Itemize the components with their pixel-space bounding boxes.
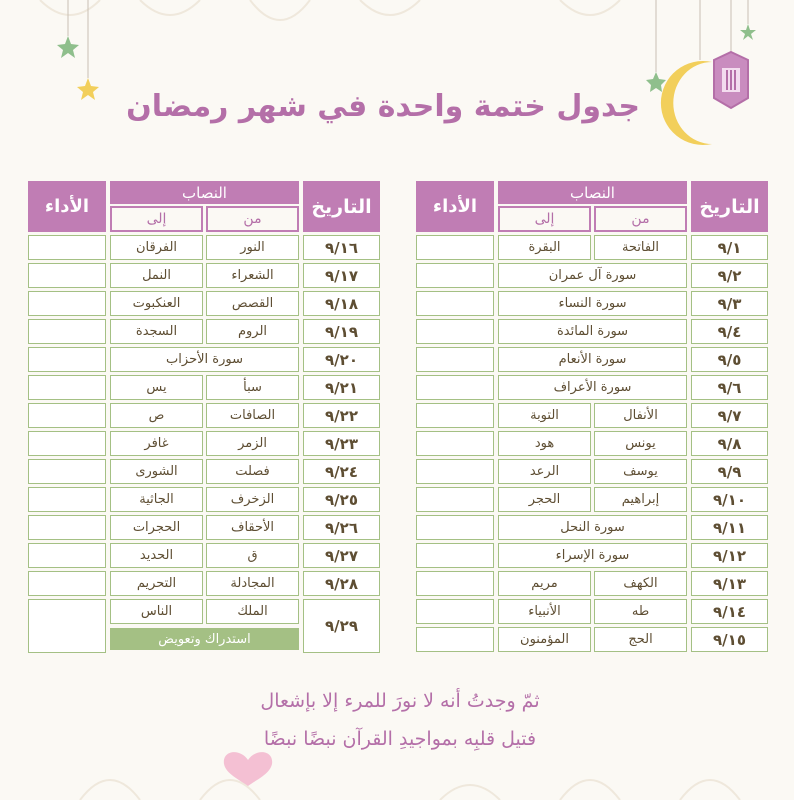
from-cell: المجادلة bbox=[206, 571, 299, 596]
table-row bbox=[416, 459, 768, 484]
date-cell: ٩/٢٢ bbox=[303, 403, 380, 428]
surah-merged-cell: سورة الإسراء bbox=[498, 543, 687, 568]
from-header: من bbox=[206, 206, 299, 232]
date-cell: ٩/٢٥ bbox=[303, 487, 380, 512]
table-row bbox=[416, 403, 768, 428]
date-cell: ٩/٢ bbox=[691, 263, 768, 288]
performance-cell[interactable] bbox=[28, 291, 106, 316]
from-cell: الشعراء bbox=[206, 263, 299, 288]
quote-line-2: فتيل قلبِه بمواجيدِ القرآن نبضًا نبضًا bbox=[263, 728, 537, 750]
date-cell: ٩/٥ bbox=[691, 347, 768, 372]
table-row bbox=[28, 571, 380, 596]
date-cell: ٩/١٥ bbox=[691, 627, 768, 652]
table-row bbox=[416, 627, 768, 652]
to-cell: الجاثية bbox=[110, 487, 203, 512]
date-header: التاريخ bbox=[303, 181, 380, 232]
date-cell: ٩/١٣ bbox=[691, 571, 768, 596]
table-row bbox=[416, 599, 768, 624]
performance-cell[interactable] bbox=[416, 515, 494, 540]
table-row bbox=[28, 431, 380, 456]
nisab-header: النصاب bbox=[110, 181, 299, 204]
to-cell: الناس bbox=[110, 599, 203, 624]
to-header: إلى bbox=[498, 206, 591, 232]
to-cell: العنكبوت bbox=[110, 291, 203, 316]
table-row bbox=[28, 263, 380, 288]
from-header: من bbox=[594, 206, 687, 232]
to-cell: البقرة bbox=[498, 235, 591, 260]
from-cell: القصص bbox=[206, 291, 299, 316]
to-cell: الشورى bbox=[110, 459, 203, 484]
performance-cell[interactable] bbox=[416, 459, 494, 484]
from-cell: الأنفال bbox=[594, 403, 687, 428]
surah-merged-cell: سورة الأنعام bbox=[498, 347, 687, 372]
table-header bbox=[416, 181, 768, 232]
table-row bbox=[28, 487, 380, 512]
date-cell: ٩/٢٧ bbox=[303, 543, 380, 568]
from-cell: يونس bbox=[594, 431, 687, 456]
date-cell: ٩/٦ bbox=[691, 375, 768, 400]
table-row bbox=[416, 375, 768, 400]
performance-cell[interactable] bbox=[28, 515, 106, 540]
catch-up-cell: استدراك وتعويض bbox=[110, 628, 299, 650]
table-row bbox=[28, 459, 380, 484]
date-cell: ٩/١٧ bbox=[303, 263, 380, 288]
surah-merged-cell: سورة النساء bbox=[498, 291, 687, 316]
from-cell: فصلت bbox=[206, 459, 299, 484]
star-icon bbox=[57, 36, 79, 58]
from-cell: الزمر bbox=[206, 431, 299, 456]
performance-cell[interactable] bbox=[28, 431, 106, 456]
to-cell: يس bbox=[110, 375, 203, 400]
date-cell: ٩/١٢ bbox=[691, 543, 768, 568]
surah-merged-cell: سورة الأعراف bbox=[498, 375, 687, 400]
performance-cell[interactable] bbox=[416, 487, 494, 512]
heart-icon bbox=[224, 752, 272, 786]
lantern-icon bbox=[714, 52, 748, 108]
date-cell: ٩/١٨ bbox=[303, 291, 380, 316]
table-row bbox=[28, 347, 380, 372]
table-row bbox=[416, 431, 768, 456]
performance-cell[interactable] bbox=[28, 263, 106, 288]
table-header bbox=[28, 181, 380, 232]
date-cell: ٩/١٩ bbox=[303, 319, 380, 344]
performance-cell[interactable] bbox=[28, 347, 106, 372]
page-title: جدول ختمة واحدة في شهر رمضان bbox=[126, 89, 640, 124]
date-cell: ٩/٧ bbox=[691, 403, 768, 428]
from-cell: الروم bbox=[206, 319, 299, 344]
performance-cell[interactable] bbox=[416, 627, 494, 652]
from-cell: الملك bbox=[206, 599, 299, 624]
from-cell: الأحقاف bbox=[206, 515, 299, 540]
surah-merged-cell: سورة النحل bbox=[498, 515, 687, 540]
performance-cell[interactable] bbox=[28, 235, 106, 260]
date-cell: ٩/٤ bbox=[691, 319, 768, 344]
date-cell: ٩/١١ bbox=[691, 515, 768, 540]
date-cell: ٩/٢٦ bbox=[303, 515, 380, 540]
star-icon bbox=[740, 24, 756, 40]
performance-cell[interactable] bbox=[28, 543, 106, 568]
to-cell: التحريم bbox=[110, 571, 203, 596]
to-cell: الحجر bbox=[498, 487, 591, 512]
table-row bbox=[28, 543, 380, 568]
performance-cell[interactable] bbox=[416, 235, 494, 260]
star-icon bbox=[646, 72, 666, 92]
to-cell: الرعد bbox=[498, 459, 591, 484]
table-row bbox=[28, 515, 380, 540]
table-row bbox=[416, 291, 768, 316]
to-cell: السجدة bbox=[110, 319, 203, 344]
performance-cell[interactable] bbox=[416, 375, 494, 400]
to-cell: غافر bbox=[110, 431, 203, 456]
table-row bbox=[28, 403, 380, 428]
performance-cell[interactable] bbox=[28, 599, 106, 653]
table-row bbox=[28, 375, 380, 400]
to-cell: التوبة bbox=[498, 403, 591, 428]
table-row bbox=[416, 487, 768, 512]
date-cell: ٩/١ bbox=[691, 235, 768, 260]
from-cell: الصافات bbox=[206, 403, 299, 428]
to-cell: هود bbox=[498, 431, 591, 456]
date-cell: ٩/١٠ bbox=[691, 487, 768, 512]
date-cell: ٩/١٦ bbox=[303, 235, 380, 260]
performance-cell[interactable] bbox=[28, 403, 106, 428]
from-cell: الزخرف bbox=[206, 487, 299, 512]
nisab-header: النصاب bbox=[498, 181, 687, 204]
to-cell: الأنبياء bbox=[498, 599, 591, 624]
performance-header: الأداء bbox=[416, 181, 494, 232]
schedule-table-right bbox=[416, 181, 768, 653]
table-row bbox=[416, 515, 768, 540]
date-cell: ٩/١٤ bbox=[691, 599, 768, 624]
performance-cell[interactable] bbox=[416, 543, 494, 568]
crescent-moon-icon bbox=[661, 61, 712, 145]
from-cell: الكهف bbox=[594, 571, 687, 596]
from-cell: النور bbox=[206, 235, 299, 260]
date-cell: ٩/٢٩ bbox=[303, 599, 380, 653]
table-row bbox=[416, 571, 768, 596]
to-cell: ص bbox=[110, 403, 203, 428]
performance-cell[interactable] bbox=[416, 347, 494, 372]
date-cell: ٩/٢١ bbox=[303, 375, 380, 400]
performance-cell[interactable] bbox=[28, 459, 106, 484]
from-cell: الفاتحة bbox=[594, 235, 687, 260]
from-cell: سبأ bbox=[206, 375, 299, 400]
from-cell: إبراهيم bbox=[594, 487, 687, 512]
performance-cell[interactable] bbox=[28, 319, 106, 344]
table-row bbox=[28, 599, 380, 653]
performance-cell[interactable] bbox=[416, 599, 494, 624]
performance-header: الأداء bbox=[28, 181, 106, 232]
to-cell: الحديد bbox=[110, 543, 203, 568]
star-icon bbox=[77, 78, 99, 100]
to-cell: مريم bbox=[498, 571, 591, 596]
date-cell: ٩/٢٤ bbox=[303, 459, 380, 484]
performance-cell[interactable] bbox=[28, 487, 106, 512]
performance-cell[interactable] bbox=[416, 319, 494, 344]
to-cell: المؤمنون bbox=[498, 627, 591, 652]
performance-cell[interactable] bbox=[416, 291, 494, 316]
from-cell: ق bbox=[206, 543, 299, 568]
table-row bbox=[416, 319, 768, 344]
date-cell: ٩/٢٨ bbox=[303, 571, 380, 596]
from-cell: الحج bbox=[594, 627, 687, 652]
surah-merged-cell: سورة الأحزاب bbox=[110, 347, 299, 372]
performance-cell[interactable] bbox=[416, 571, 494, 596]
to-header: إلى bbox=[110, 206, 203, 232]
surah-merged-cell: سورة آل عمران bbox=[498, 263, 687, 288]
from-cell: طه bbox=[594, 599, 687, 624]
performance-cell[interactable] bbox=[416, 431, 494, 456]
surah-merged-cell: سورة المائدة bbox=[498, 319, 687, 344]
to-cell: الحجرات bbox=[110, 515, 203, 540]
schedule-table-left bbox=[28, 181, 380, 653]
table-row bbox=[28, 319, 380, 344]
performance-cell[interactable] bbox=[416, 263, 494, 288]
date-cell: ٩/٢٠ bbox=[303, 347, 380, 372]
table-row bbox=[416, 543, 768, 568]
performance-cell[interactable] bbox=[28, 375, 106, 400]
to-cell: الفرقان bbox=[110, 235, 203, 260]
table-row bbox=[416, 263, 768, 288]
date-cell: ٩/٣ bbox=[691, 291, 768, 316]
date-cell: ٩/٢٣ bbox=[303, 431, 380, 456]
from-cell: يوسف bbox=[594, 459, 687, 484]
date-cell: ٩/٨ bbox=[691, 431, 768, 456]
date-header: التاريخ bbox=[691, 181, 768, 232]
date-cell: ٩/٩ bbox=[691, 459, 768, 484]
table-row bbox=[416, 235, 768, 260]
table-row bbox=[28, 235, 380, 260]
performance-cell[interactable] bbox=[416, 403, 494, 428]
table-row bbox=[28, 291, 380, 316]
performance-cell[interactable] bbox=[28, 571, 106, 596]
table-row bbox=[416, 347, 768, 372]
to-cell: النمل bbox=[110, 263, 203, 288]
quote-line-1: ثمّ وجدتُ أنه لا نورَ للمرء إلا بإشعال bbox=[260, 690, 540, 712]
